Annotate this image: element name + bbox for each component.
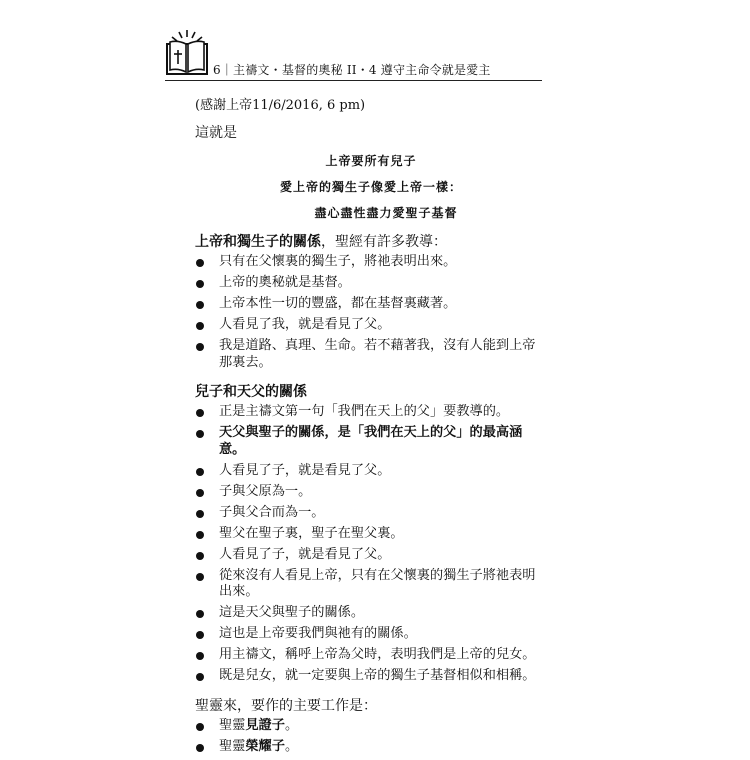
list-item: 上帝的奧秘就是基督。 [195,275,547,292]
list-item: 從來沒有人看見上帝，只有在父懷裏的獨生子將祂表明出來。 [195,568,547,601]
section-heading-2-bold: 兒子和天父的關係 [195,384,307,400]
bullet-icon [196,652,204,660]
bullet-icon [196,510,204,518]
list-item: 子與父合而為一。 [195,505,547,522]
bullet-icon [196,301,204,309]
list-item: 聖靈見證子。 [195,718,547,735]
bullet-icon [196,531,204,539]
list-item: 聖父在聖子裏，聖子在聖父裏。 [195,526,547,543]
date-line: (感謝上帝11/6/2016, 6 pm) [195,98,366,113]
bullet-icon [196,631,204,639]
list-item: 上帝本性一切的豐盛，都在基督裏藏著。 [195,296,547,313]
list-item: 正是主禱文第一句「我們在天上的父」要教導的。 [195,404,547,421]
section-heading-1 [195,231,547,251]
open-book-icon [164,28,210,76]
bullet-list-1 [195,254,547,371]
centered-line-2: 愛上帝的獨生子像愛上帝一樣： [279,180,462,194]
bullet-icon [196,430,204,438]
intro-text: 這就是 [195,125,237,141]
bullet-icon [196,259,204,267]
bullet-icon [196,673,204,681]
bullet-icon [196,280,204,288]
list-item: 我是道路、真理、生命。若不藉著我，沒有人能到上帝那裏去。 [195,338,547,371]
list-item: 只有在父懷裏的獨生子，將祂表明出來。 [195,254,547,271]
list-item: 人看見了我，就是看見了父。 [195,317,547,334]
bullet-icon [196,322,204,330]
centered-line-3: 盡心盡性盡力愛聖子基督 [314,206,458,220]
bullet-icon [196,552,204,560]
bullet-icon [196,744,204,752]
page-body [195,90,547,760]
bullet-icon [196,489,204,497]
bullet-icon [196,343,204,351]
centered-line-1: 上帝要所有兒子 [325,154,417,168]
list-item: 這也是上帝要我們與祂有的關係。 [195,626,547,643]
list-item: 天父與聖子的關係，是「我們在天上的父」的最高涵意。 [195,425,547,458]
list-item: 子與父原為一。 [195,484,547,501]
bullet-icon [196,409,204,417]
bullet-icon [196,573,204,581]
bullet-list-2 [195,404,547,685]
running-head: 6｜主禱文・基督的奧秘 II・4 遵守主命令就是愛主 [213,63,491,77]
header-rule [165,80,542,81]
section-heading-2 [195,381,547,401]
list-item: 既是兒女，就一定要與上帝的獨生子基督相似和相稱。 [195,668,547,685]
list-item: 人看見了子，就是看見了父。 [195,463,547,480]
list-item: 人看見了子，就是看見了父。 [195,547,547,564]
list-item: 聖靈榮耀子。 [195,739,547,756]
bullet-icon [196,610,204,618]
section-heading-3: 聖靈來，要作的主要工作是： [195,697,377,714]
bullet-icon [196,723,204,731]
list-item: 這是天父與聖子的關係。 [195,605,547,622]
bullet-list-3 [195,718,547,756]
bullet-icon [196,468,204,476]
list-item: 用主禱文，稱呼上帝為父時，表明我們是上帝的兒女。 [195,647,547,664]
section-heading-1-rest: ，聖經有許多教導： [321,234,447,250]
section-heading-1-bold: 上帝和獨生子的關係 [195,234,321,250]
